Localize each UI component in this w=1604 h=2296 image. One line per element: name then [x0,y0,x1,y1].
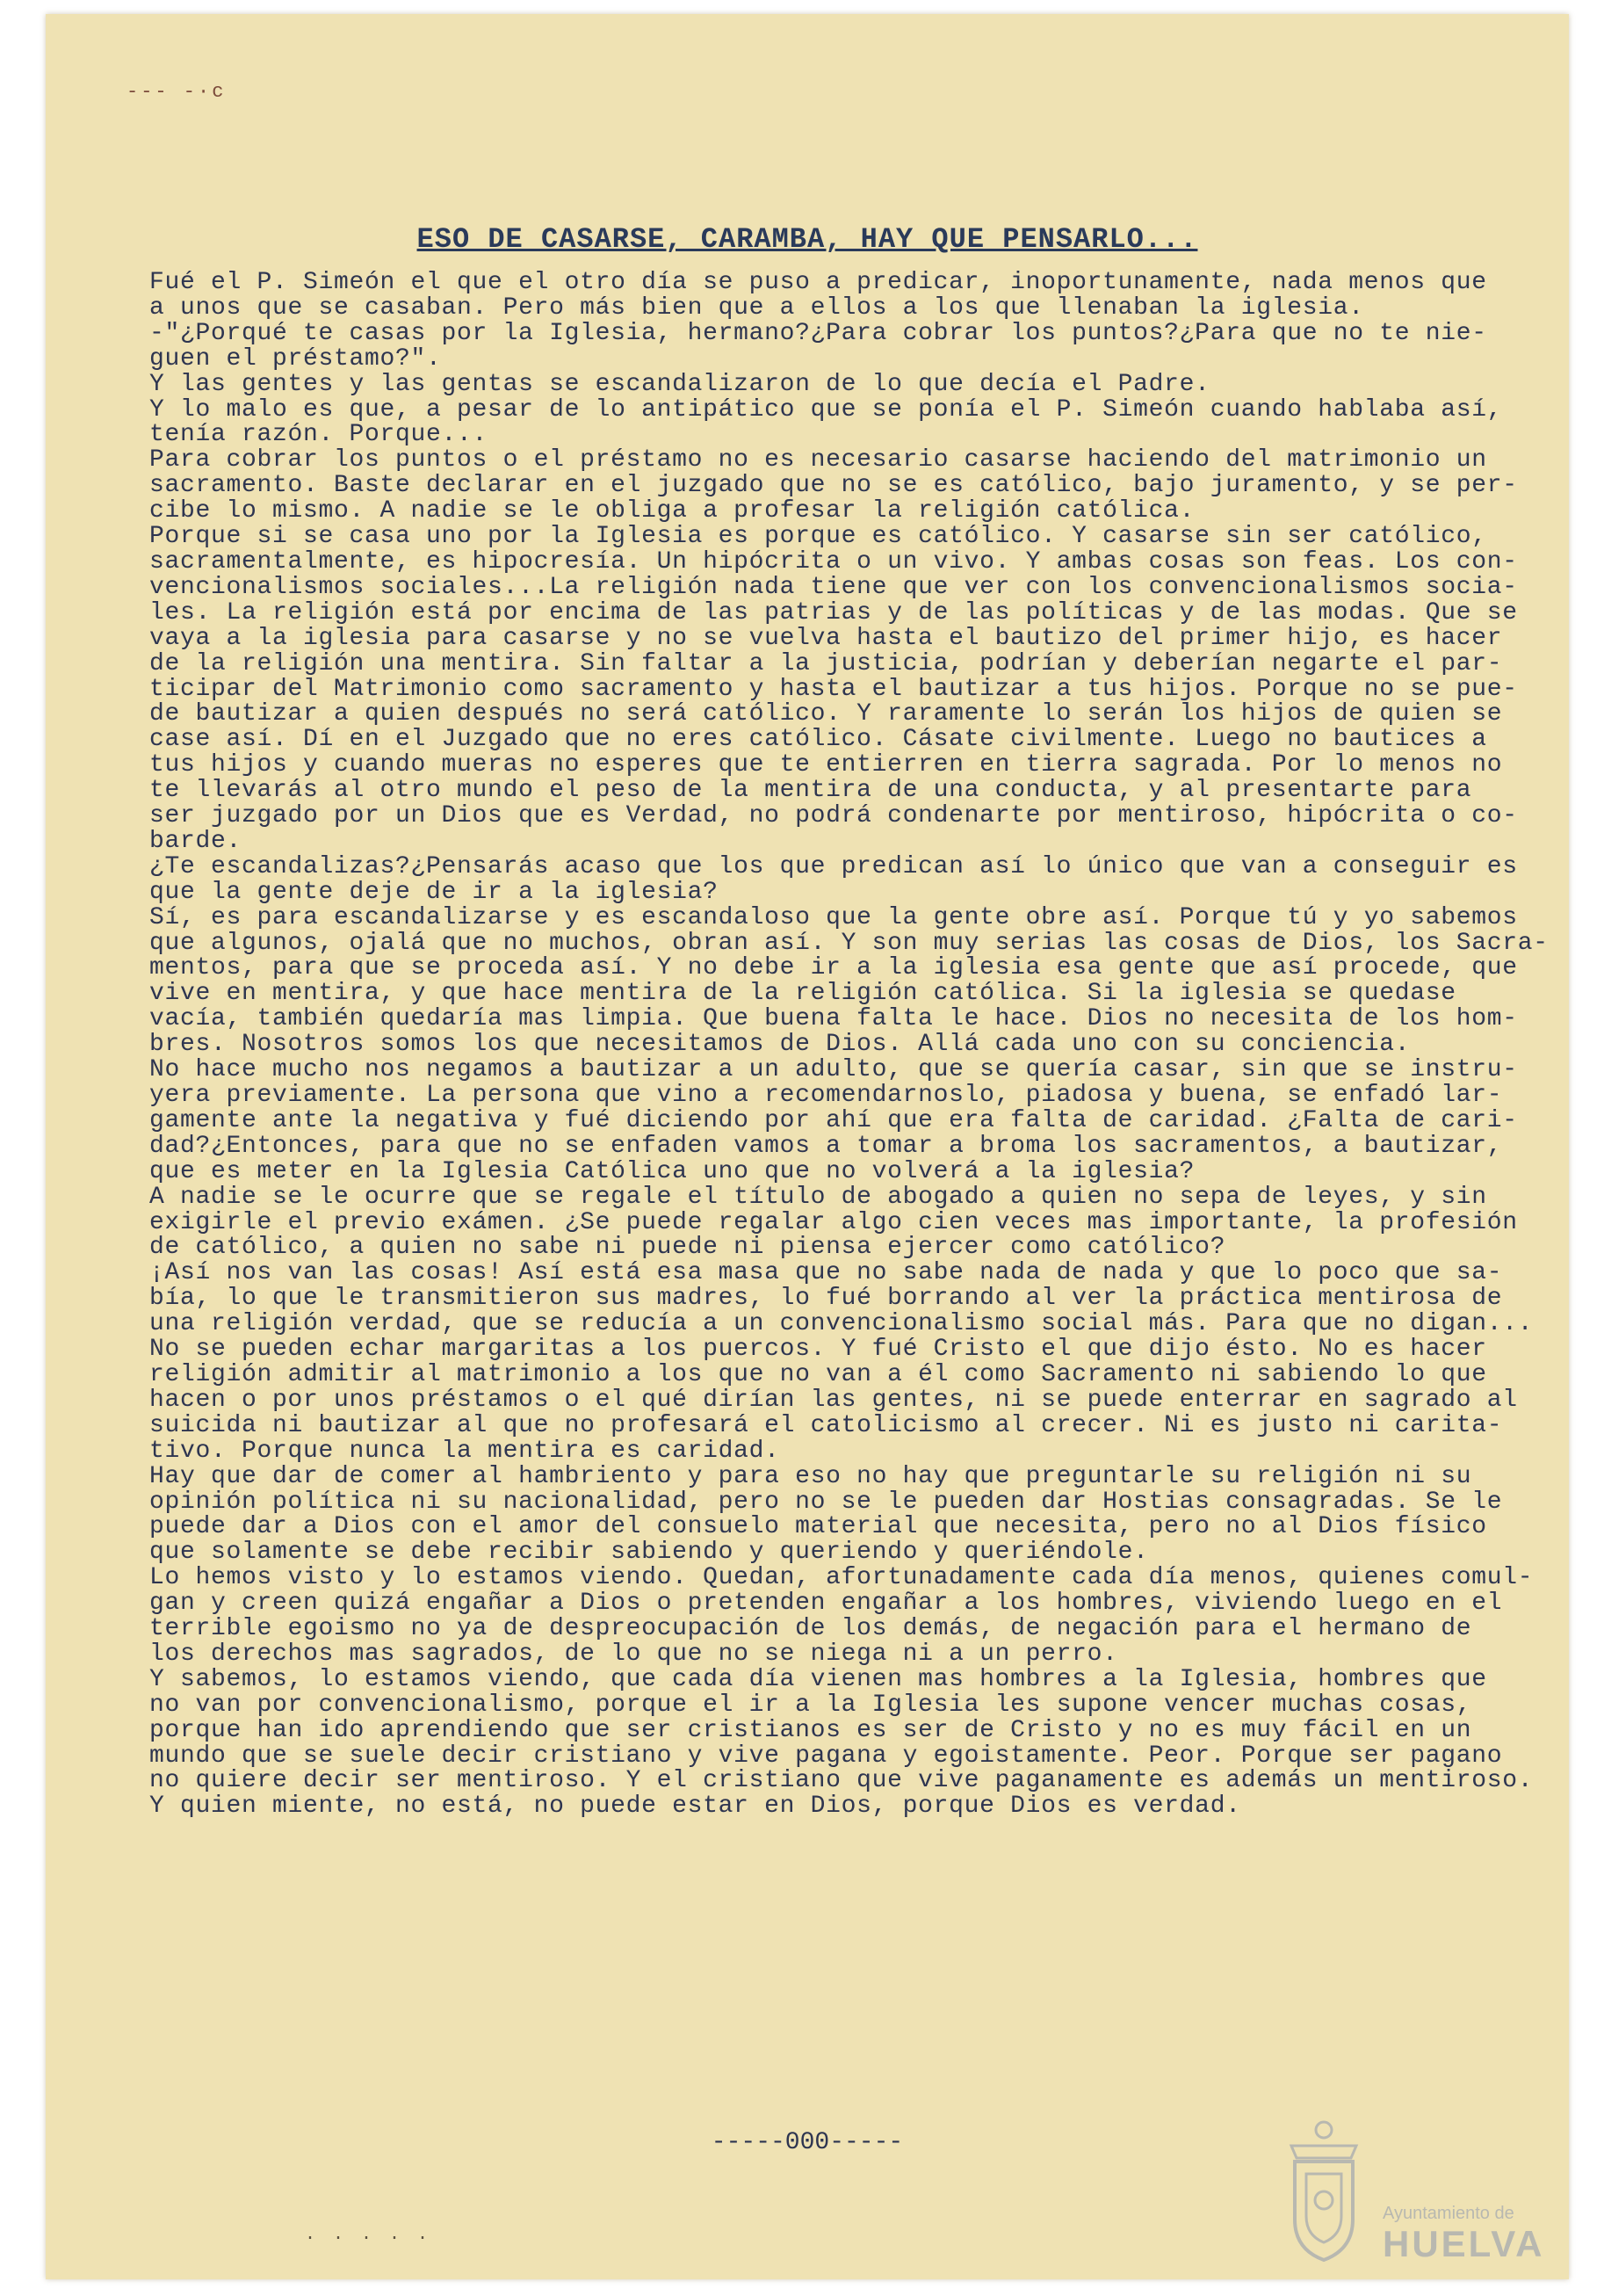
text-line: que es meter en la Iglesia Católica uno que no volverá a la iglesia? [149,1157,1196,1185]
text-line: Para cobrar los puntos o el préstamo no es necesario casarse haciendo del matrimonio un [149,446,1487,474]
text-line: Y sabemos, lo estamos viendo, que cada día vienen mas hombres a la Iglesia, hombres que [149,1665,1487,1693]
text-line: te llevarás al otro mundo el peso de la mentira de una conducta, y al presentarte para [149,777,1472,805]
body-text [149,269,1549,1821]
text-line: que la gente deje de ir a la iglesia? [149,878,719,906]
text-line: de bautizar a quien después no será católico. Y raramente lo serán los hijos de quien se [149,700,1503,728]
text-line: tivo. Porque nunca la mentira es caridad. [149,1437,780,1465]
watermark-line2: HUELVA [1383,2223,1545,2264]
text-line: Y las gentes y las gentas se escandalizaron de lo que decía el Padre. [149,370,1210,398]
text-line: dad?¿Entonces, para que no se enfaden vamos a tomar a broma los sacramentos, a bautizar, [149,1132,1503,1160]
text-line: puede dar a Dios con el amor del consuelo material que necesita, pero no al Dios físico [149,1513,1487,1541]
text-line: opinión política ni su nacionalidad, pero no se le pueden dar Hostias consagradas. Se le [149,1488,1503,1516]
coat-of-arms-icon [1275,2116,1372,2265]
text-line: ticipar del Matrimonio como sacramento y hasta el bautizar a tus hijos. Porque no se pue- [149,675,1518,703]
corner-marks: --- -·c [126,81,227,103]
page-title: ESO DE CASARSE, CARAMBA, HAY QUE PENSARLO... [416,223,1198,256]
text-line: vencionalismos sociales...La religión nada tiene que ver con los convencionalismos socia- [149,573,1518,601]
text-line: Porque si se casa uno por la Iglesia es porque es católico. Y casarse sin ser católico, [149,523,1487,551]
ayuntamiento-huelva-watermark [1275,2116,1545,2265]
text-line: no quiere decir ser mentiroso. Y el cristiano que vive paganamente es además un mentiroso. [149,1767,1534,1795]
text-line: guen el préstamo?". [149,344,442,373]
text-line: terrible egoismo no ya de despreocupación de los demás, de negación para el hermano de [149,1615,1472,1643]
text-line: suicida ni bautizar al que no profesará el catolicismo al crecer. Ni es justo ni carita- [149,1411,1503,1439]
text-line: vive en mentira, y que hace mentira de la religión católica. Si la iglesia se quedase [149,980,1456,1008]
text-line: porque han ido aprendiendo que ser cristianos es ser de Cristo y no es muy fácil en un [149,1716,1472,1744]
text-line: Y lo malo es que, a pesar de lo antipático que se ponía el P. Simeón cuando hablaba así, [149,395,1503,424]
text-line: tus hijos y cuando mueras no esperes que te entierren en tierra sagrada. Por lo menos no [149,751,1503,779]
text-line: exigirle el previo exámen. ¿Se puede regalar algo cien veces mas importante, la profesión [149,1208,1518,1236]
text-line: bres. Nosotros somos los que necesitamos de Dios. Allá cada uno con su conciencia. [149,1031,1411,1059]
text-line: ¡Así nos van las cosas! Así está esa masa que no sabe nada de nada y que lo poco que sa- [149,1259,1503,1287]
text-line: hacen o por unos préstamos o el qué dirían las gentes, ni se puede enterrar en sagrado al [149,1386,1518,1414]
text-line: una religión verdad, que se reducía a un convencionalismo social más. Para que no digan... [149,1310,1534,1338]
watermark-line1: Ayuntamiento de [1383,2204,1514,2223]
text-line: No se pueden echar margaritas a los puercos. Y fué Cristo el que dijo ésto. No es hacer [149,1336,1487,1364]
text-line: ser juzgado por un Dios que es Verdad, no podrá condenarte por mentiroso, hipócrita o co- [149,802,1518,830]
text-line: tenía razón. Porque... [149,421,488,449]
text-line: que algunos, ojalá que no muchos, obran así. Y son muy serias las cosas de Dios, los Sacra- [149,929,1549,957]
text-line: mundo que se suele decir cristiano y vive pagana y egoistamente. Peor. Porque ser pagano [149,1742,1503,1770]
text-line: sacramentalmente, es hipocresía. Un hipócrita o un vivo. Y ambas cosas son feas. Los con- [149,547,1518,576]
text-line: mentos, para que se proceda así. Y no debe ir a la iglesia esa gente que así procede, que [149,954,1518,982]
text-line: gan y creen quizá engañar a Dios o pretenden engañar a los hombres, viviendo luego en el [149,1590,1503,1618]
text-line: de católico, a quien no sabe ni puede ni piensa ejercer como católico? [149,1234,1226,1262]
text-line: de la religión una mentira. Sin faltar a la justicia, podrían y deberían negarte el par- [149,649,1503,677]
text-line: yera previamente. La persona que vino a recomendarnoslo, piadosa y buena, se enfadó lar- [149,1082,1503,1109]
text-line: religión admitir al matrimonio a los que no van a él como Sacramento ni sabiendo lo que [149,1360,1487,1388]
text-line: No hace mucho nos negamos a bautizar a un adulto, que se quería casar, sin que se instru- [149,1056,1518,1084]
text-line: sacramento. Baste declarar en el juzgado que no se es católico, bajo juramento, y se per- [149,472,1518,500]
text-line: gamente ante la negativa y fué diciendo por ahí que era falta de caridad. ¿Falta de cari- [149,1106,1518,1134]
text-line: ¿Te escandalizas?¿Pensarás acaso que los que predican así lo único que van a conseguir es [149,852,1518,880]
text-line: cibe lo mismo. A nadie se le obliga a profesar la religión católica. [149,497,1196,525]
text-line: les. La religión está por encima de las patrias y de las políticas y de las modas. Que se [149,598,1518,627]
text-line: A nadie se le ocurre que se regale el título de abogado a quien no sepa de leyes, y sin [149,1183,1487,1211]
text-line: no van por convencionalismo, porque el ir a la Iglesia les supone vencer muchas cosas, [149,1691,1472,1719]
text-line: Lo hemos visto y lo estamos viendo. Quedan, afortunadamente cada día menos, quienes comul- [149,1564,1534,1592]
text-line: bía, lo que le transmitieron sus madres, lo fué borrando al ver la práctica mentirosa de [149,1285,1503,1313]
text-line: Y quien miente, no está, no puede estar en Dios, porque Dios es verdad. [149,1793,1241,1821]
end-separator: -----000----- [711,2129,904,2156]
text-line: los derechos mas sagrados, de lo que no se niega ni a un perro. [149,1640,1118,1668]
text-line: Hay que dar de comer al hambriento y para eso no hay que preguntarle su religión ni su [149,1462,1472,1490]
text-line: vacía, también quedaría mas limpia. Que buena falta le hace. Dios no necesita de los hom- [149,1005,1518,1033]
text-line: a unos que se casaban. Pero más bien que a ellos a los que llenaban la iglesia. [149,293,1364,322]
typewritten-page [46,14,1569,2279]
text-line: case así. Dí en el Juzgado que no eres católico. Cásate civilmente. Luego no bautices a [149,726,1487,754]
text-line: -"¿Porqué te casas por la Iglesia, hermano?¿Para cobrar los puntos?¿Para que no te nie- [149,319,1487,347]
text-line: Sí, es para escandalizarse y es escandaloso que la gente obre así. Porque tú y yo sabemos [149,903,1518,931]
text-line: que solamente se debe recibir sabiendo y queriendo y queriéndole. [149,1539,1149,1567]
text-line: barde. [149,827,242,855]
text-line: Fué el P. Simeón el que el otro día se puso a predicar, inoportunamente, nada menos que [149,269,1487,296]
bottom-marks: · · · · · [305,2228,432,2249]
text-line: vaya a la iglesia para casarse y no se vuelva hasta el bautizo del primer hijo, es hacer [149,624,1503,652]
